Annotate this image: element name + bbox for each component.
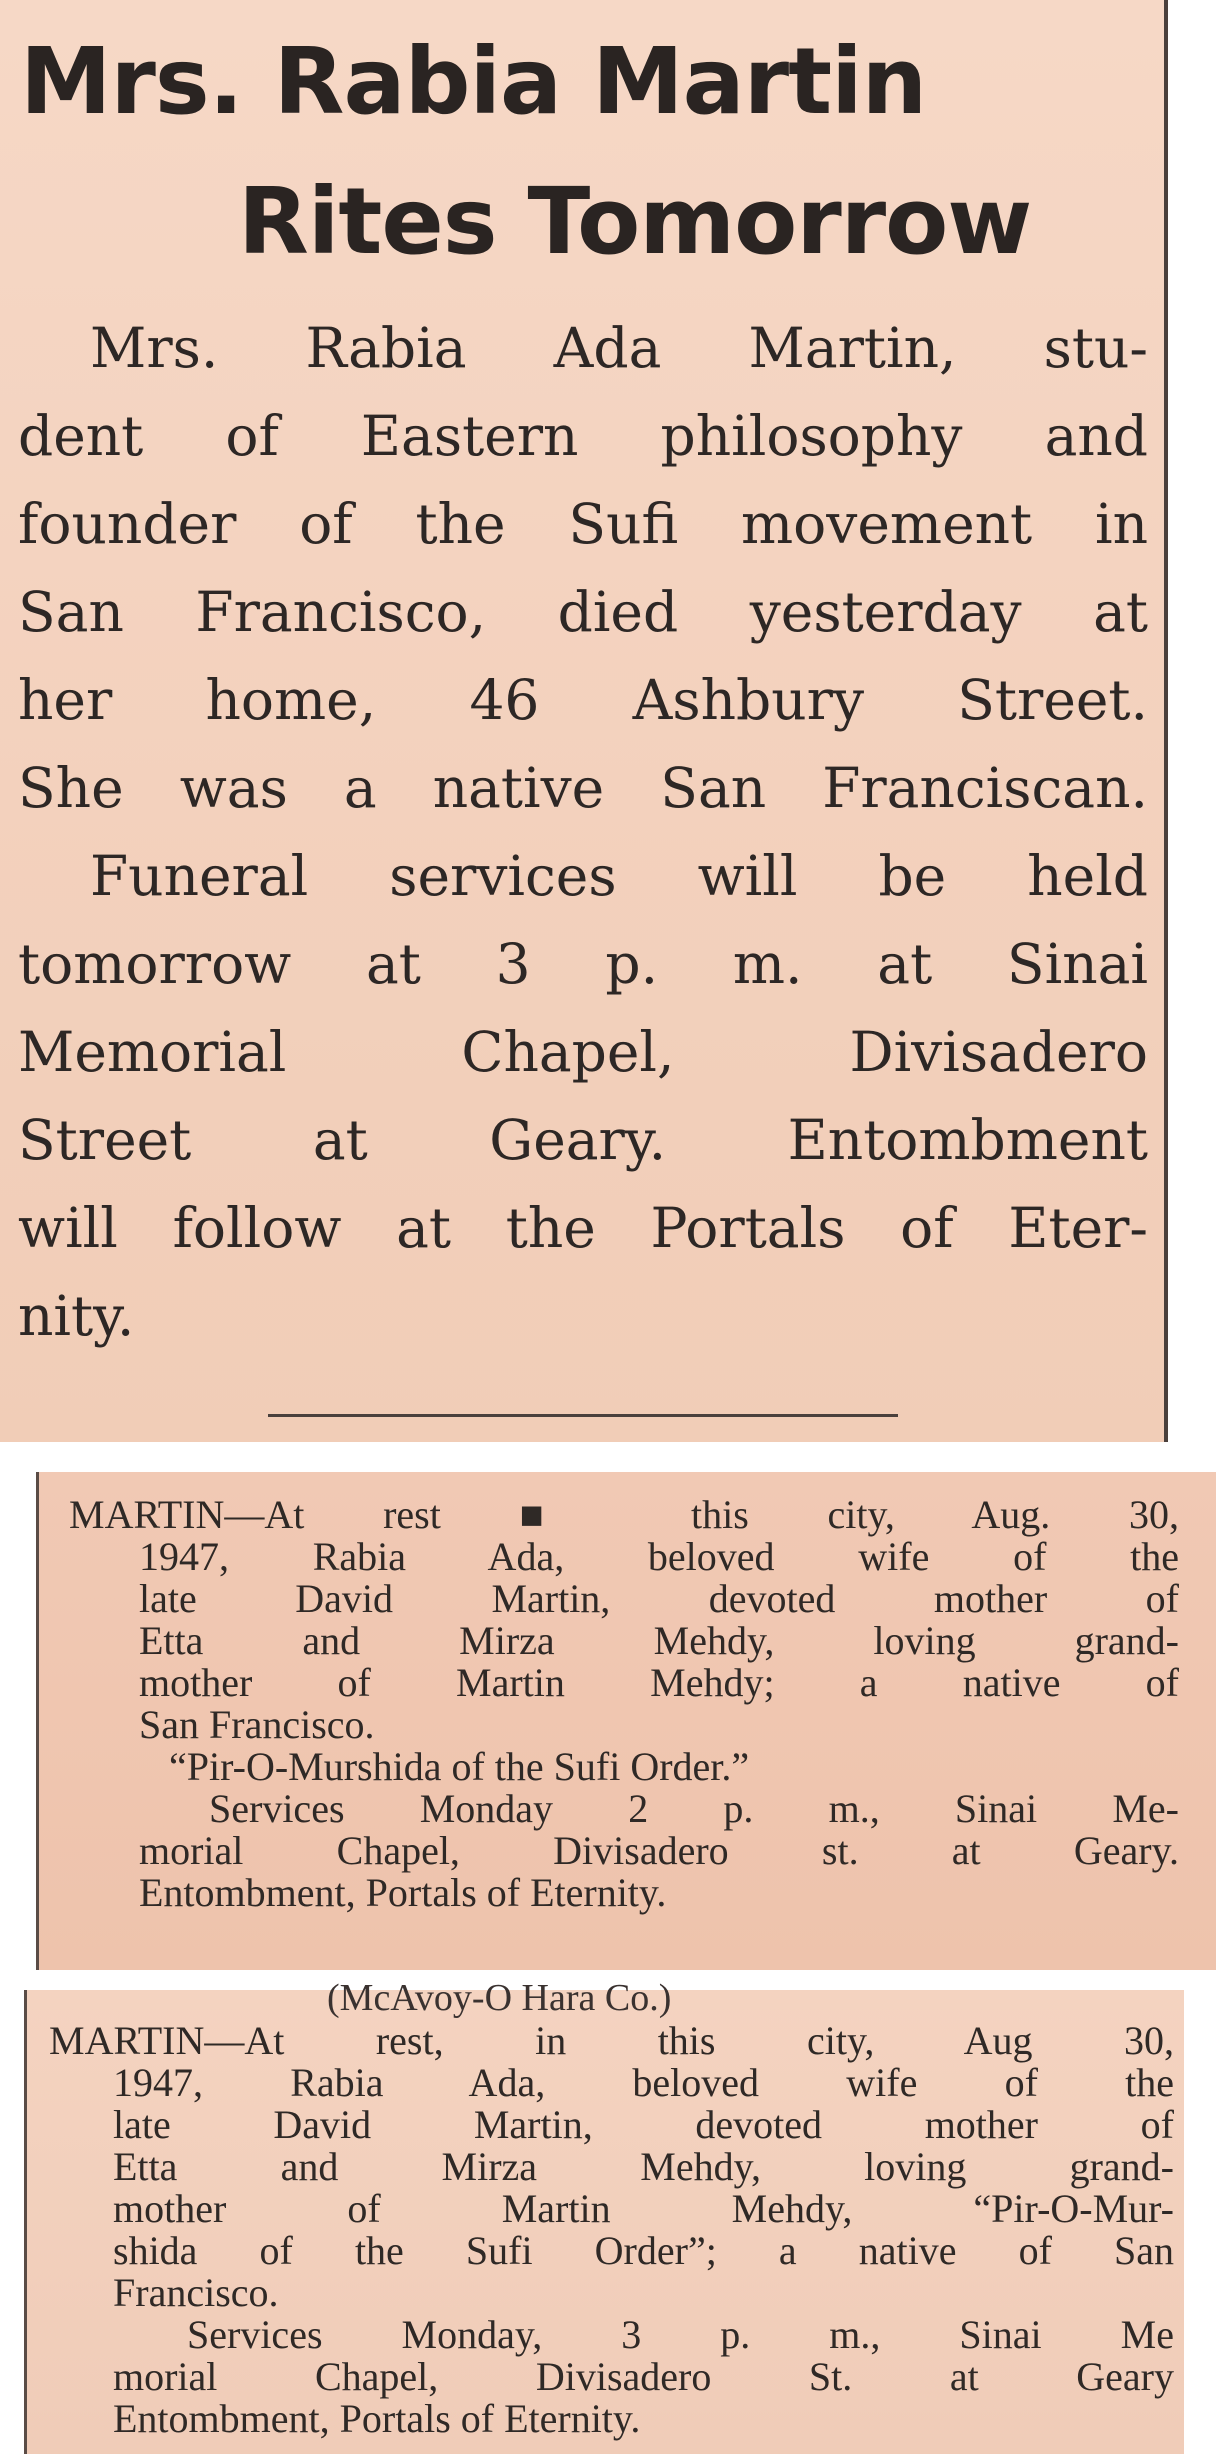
notice-1-line: Etta and Mirza Mehdy, loving grand- — [139, 1618, 1179, 1663]
notice-1-line: Entombment, Portals of Eternity. — [139, 1870, 667, 1915]
headline-line-2: Rites Tomorrow — [238, 168, 1032, 275]
notice-1-line: mother of Martin Mehdy; a native of — [139, 1660, 1179, 1705]
notice-1-line: San Francisco. — [139, 1702, 375, 1747]
notice-1-line: Services Monday 2 p. m., Sinai Me- — [209, 1786, 1179, 1831]
notice-2-line: Entombment, Portals of Eternity. — [113, 2396, 641, 2441]
notice-1-line: MARTIN—At rest ■ this city, Aug. 30, — [69, 1492, 1179, 1537]
headline-line-1: Mrs. Rabia Martin — [20, 28, 927, 135]
article-line: her home, 46 Ashbury Street. — [18, 668, 1148, 732]
death-notice-clipping-1 — [36, 1472, 1216, 1970]
article-line: Street at Geary. Entombment — [18, 1108, 1148, 1172]
notice-2-line: morial Chapel, Divisadero St. at Geary — [113, 2354, 1174, 2399]
notice-1-line: 1947, Rabia Ada, beloved wife of the — [139, 1534, 1179, 1579]
notice-2-line: MARTIN—At rest, in this city, Aug 30, — [49, 2018, 1174, 2063]
article-line: She was a native San Franciscan. — [18, 756, 1148, 820]
notice-2-line: Etta and Mirza Mehdy, loving grand- — [113, 2144, 1174, 2189]
notice-1-line: late David Martin, devoted mother of — [139, 1576, 1179, 1621]
notice-1-line: “Pir-O-Murshida of the Sufi Order.” — [169, 1744, 750, 1789]
notice-2-line: mother of Martin Mehdy, “Pir-O-Mur- — [113, 2186, 1174, 2231]
article-line: Mrs. Rabia Ada Martin, stu- — [90, 316, 1148, 380]
article-line: Funeral services will be held — [90, 844, 1148, 908]
notice-2-line: Services Monday, 3 p. m., Sinai Me — [187, 2312, 1174, 2357]
notice-1-line: morial Chapel, Divisadero st. at Geary. — [139, 1828, 1179, 1873]
article-line: dent of Eastern philosophy and — [18, 404, 1148, 468]
notice-2-top-fragment: (McAvoy-O Hara Co.) — [327, 1977, 672, 2019]
notice-2-line: 1947, Rabia Ada, beloved wife of the — [113, 2060, 1174, 2105]
article-line: San Francisco, died yesterday at — [18, 580, 1148, 644]
death-notice-clipping-2 — [24, 1977, 1184, 2454]
notice-2-line: Francisco. — [113, 2270, 279, 2315]
article-line: tomorrow at 3 p. m. at Sinai — [18, 932, 1148, 996]
notice-2-line: late David Martin, devoted mother of — [113, 2102, 1174, 2147]
article-line: nity. — [18, 1284, 135, 1348]
article-line: will follow at the Portals of Eter- — [18, 1196, 1148, 1260]
article-line: founder of the Sufi movement in — [18, 492, 1148, 556]
article-line: Memorial Chapel, Divisadero — [18, 1020, 1148, 1084]
notice-2-line: shida of the Sufi Order”; a native of San — [113, 2228, 1174, 2273]
closing-rule — [268, 1414, 898, 1417]
